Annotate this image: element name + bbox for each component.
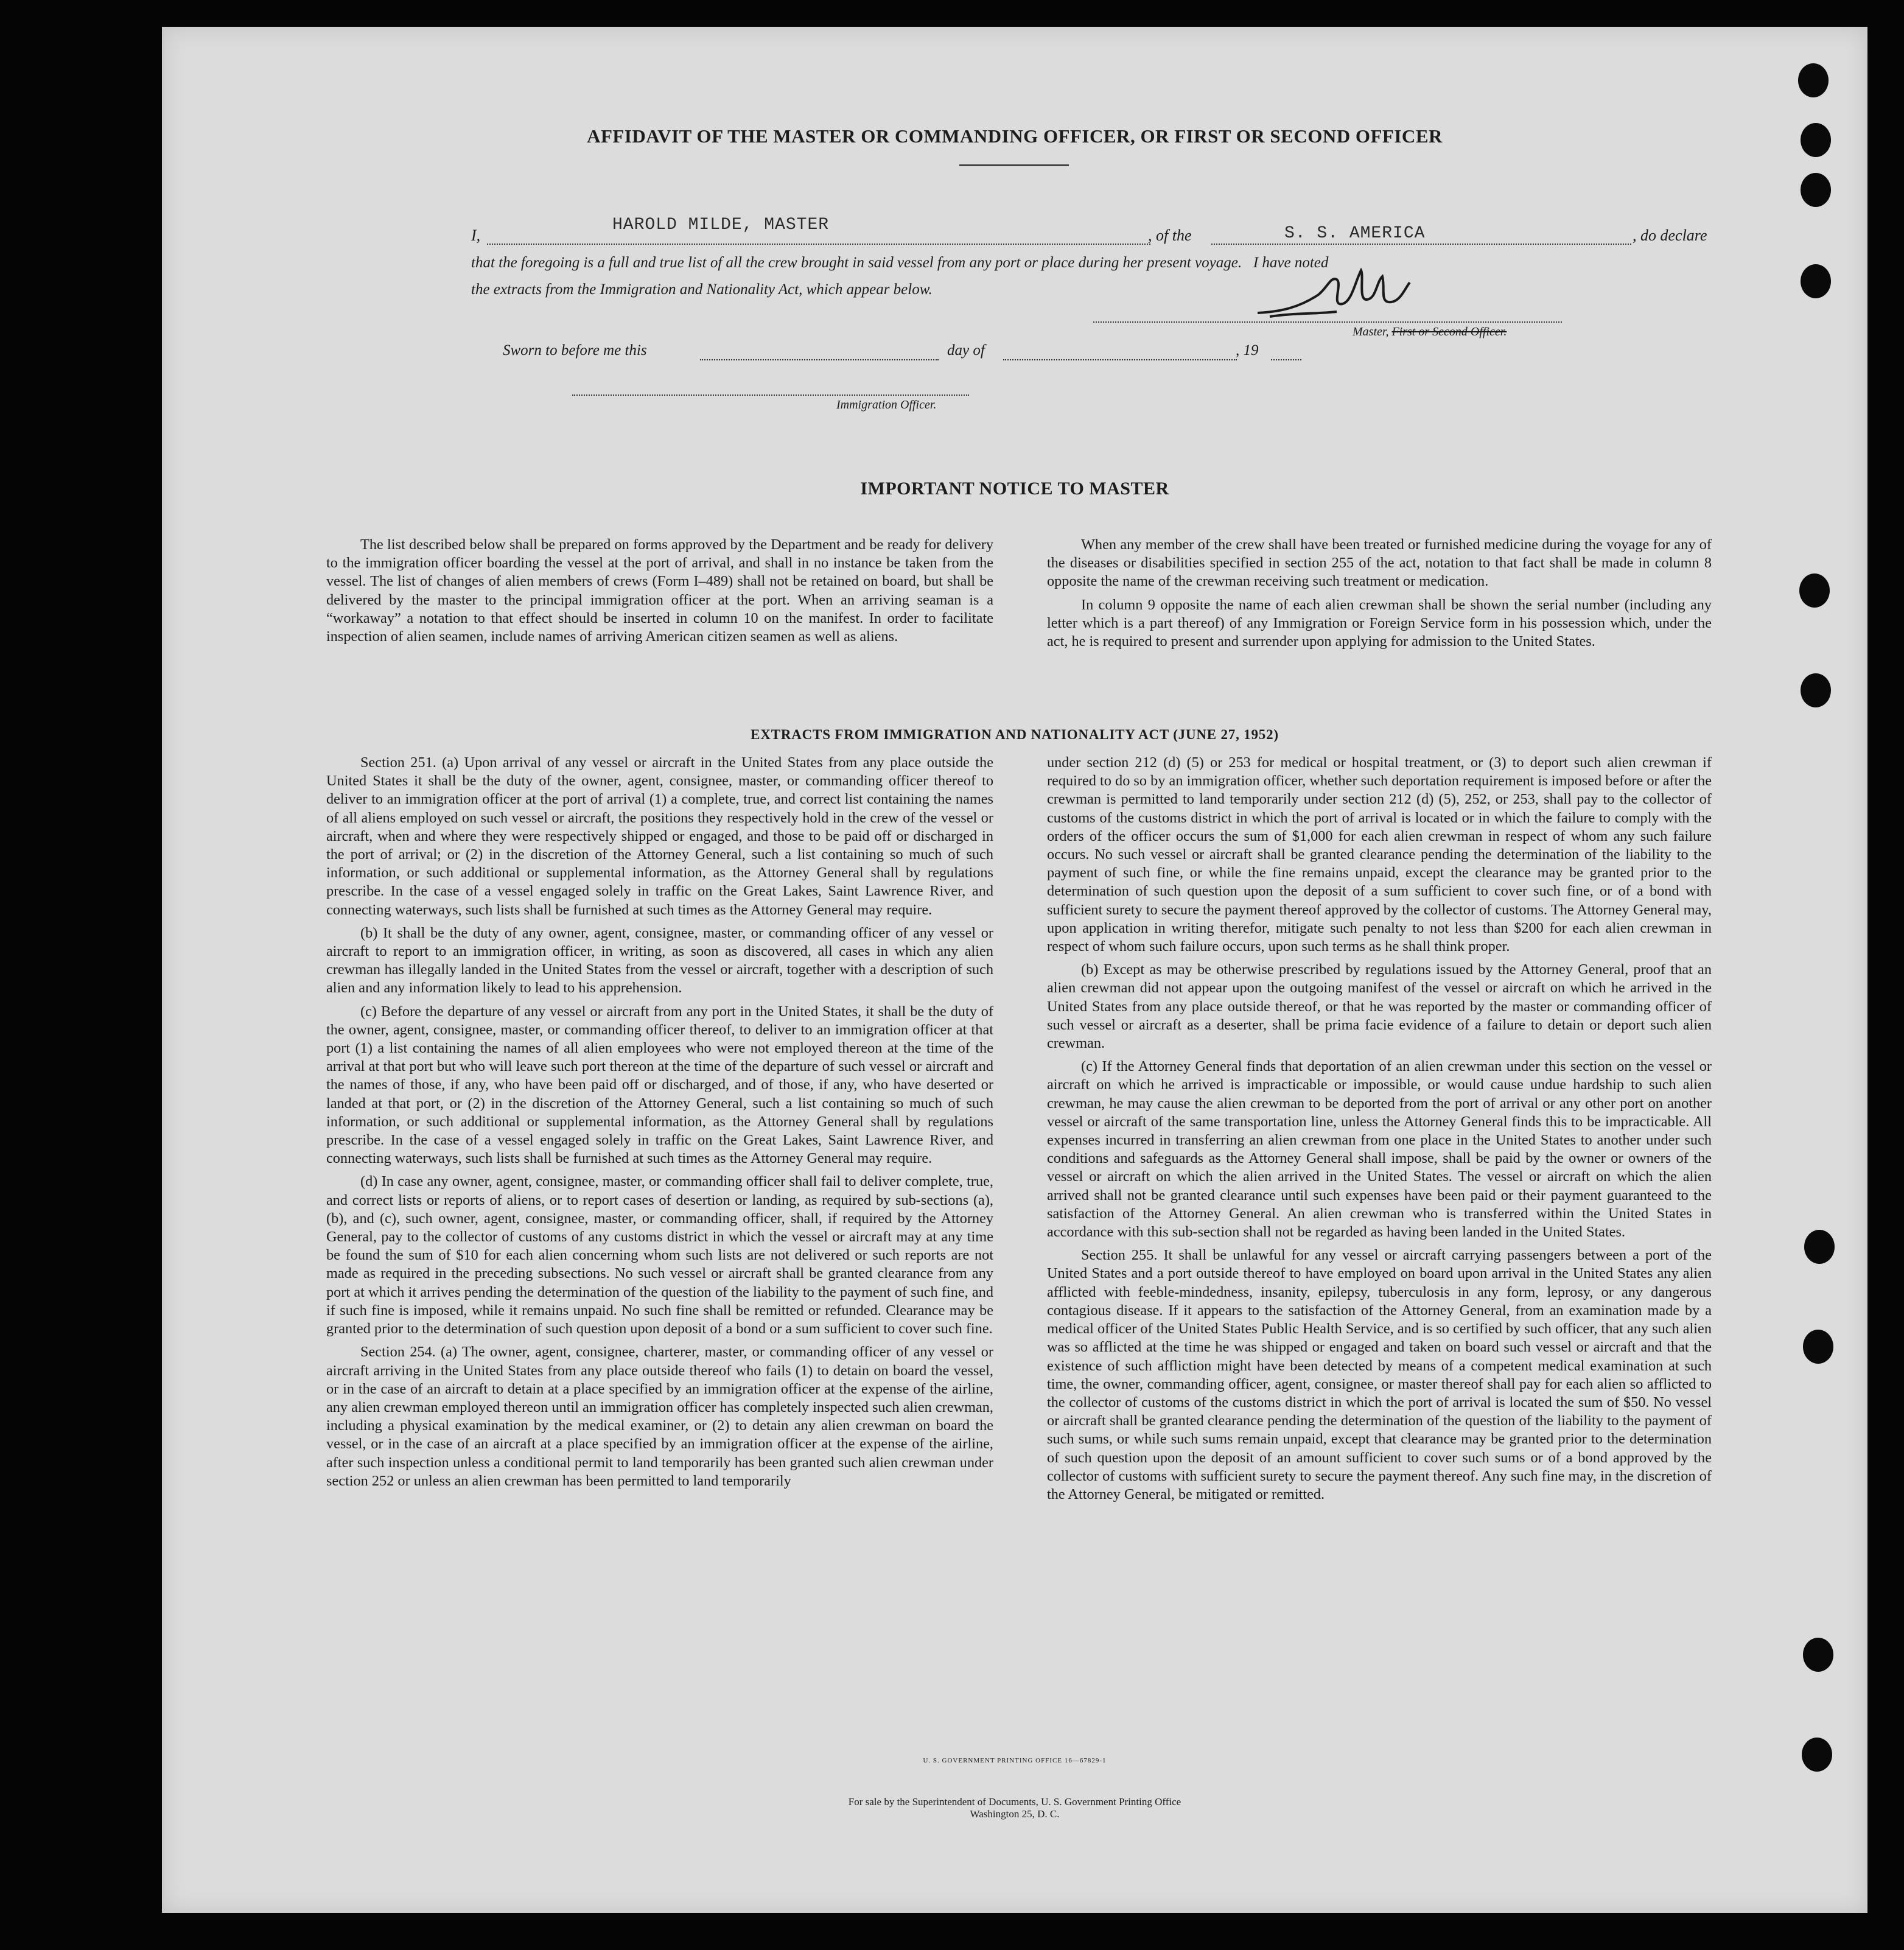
sworn-label: Sworn to before me this	[503, 342, 647, 359]
notice-right-paragraph-2: In column 9 opposite the name of each alien crewman shall be shown the serial number (including any letter which is a part thereof) of any Immigration or Foreign Service form in his possession which, under the act, he is required to present and surrender upon applying for admission to the United States.	[1047, 596, 1712, 650]
sale-line-1: For sale by the Superintendent of Documents, U. S. Government Printing Office	[848, 1796, 1181, 1808]
do-declare-label: , do declare	[1633, 226, 1707, 244]
sworn-year-line	[1271, 359, 1301, 360]
punch-hole	[1798, 63, 1829, 97]
declaration-line-1: that the foregoing is a full and true list of all the crew brought in said vessel from any port or place during her present voyage. I have noted	[471, 254, 1329, 271]
affidavit-title: AFFIDAVIT OF THE MASTER OR COMMANDING OFFICER, OR FIRST OR SECOND OFFICER	[587, 125, 1443, 147]
master-signature	[1245, 258, 1452, 325]
extracts-right-column	[1047, 754, 1712, 1504]
section-254-a: Section 254. (a) The owner, agent, consignee, charterer, master, or commanding officer of any vessel or aircraft arriving in the United States from any place outside thereof who fails (1) to detain on board the vessel, or in the case of an aircraft to detain at a place specified by an immigration officer at the expense of the airline, any alien crewman employed thereon until an immigration officer has completely inspected such alien crewman, including a physical examination by the medical examiner, or (2) to detain any alien crewman on board the vessel, or in the case of an aircraft at a place specified by an immigration officer at the expense of the airline, after such inspection unless a conditional permit to land temporarily has been granted such alien crewman under section 252 or unless an alien crewman has been permitted to land temporarily	[326, 1344, 993, 1489]
section-251-b: (b) It shall be the duty of any owner, agent, consignee, master, or commanding officer of any vessel or aircraft to report to an immigration officer, in writing, as soon as discovered, all cases in which any alien crewman has illegally landed in the United States from the vessel or aircraft, together with a description of such alien and any information likely to lead to his apprehension.	[326, 924, 993, 997]
day-of-label: day of	[947, 342, 985, 359]
title-rule	[959, 164, 1069, 166]
punch-hole	[1801, 264, 1831, 298]
signature-caption	[1353, 325, 1507, 339]
punch-hole	[1803, 1330, 1833, 1364]
extracts-left-column	[326, 754, 993, 1490]
signature-caption-struck: First or Second Officer.	[1391, 325, 1507, 338]
extracts-title: EXTRACTS FROM IMMIGRATION AND NATIONALITY ACT (JUNE 27, 1952)	[751, 727, 1279, 742]
section-254-b: (b) Except as may be otherwise prescribed by regulations issued by the Attorney General, proof that an alien crewman did not appear upon the outgoing manifest of the vessel or aircraft on which he arrived in the United States from any place outside thereof, or that he was reported by the master or commanding officer of such vessel or aircraft as a deserter, shall be prima facie evidence of a failure to detain or deport such alien crewman.	[1047, 961, 1712, 1052]
sale-notice	[162, 1796, 1867, 1820]
punch-hole	[1801, 173, 1831, 207]
i-label: I,	[471, 226, 481, 244]
section-254-a-continued: under section 212 (d) (5) or 253 for medical or hospital treatment, or (3) to deport such alien crewman if required to do so by an immigration officer, whether such deportation requirement is imposed before or after the crewman is permitted to land temporarily under section 212 (d) (5), 252, or 253, shall pay to the collector of customs of the customs district in which the port of arrival is located or in which the failure to comply with the orders of the officer occurs the sum of $1,000 for each alien crewman in respect of whom any such failure occurs. No such vessel or aircraft shall be granted clearance pending the determination of the liability to the payment of such fine, or while the fine remains unpaid, except the clearance may be granted prior to the determination of such question upon the deposit of a sum sufficient to cover such fine, or of a bond with sufficient surety to secure the payment thereof approved by the collector of customs. The Attorney General may, upon application in writing therefor, mitigate such penalty to not less than $200 for each alien crewman in respect of whom such failure occurs, upon such terms as he shall think proper.	[1047, 754, 1712, 955]
sale-line-2: Washington 25, D. C.	[970, 1808, 1060, 1820]
punch-hole	[1804, 1230, 1835, 1264]
sworn-month-line	[1003, 359, 1237, 360]
master-name-value: HAROLD MILDE, MASTER	[612, 216, 830, 234]
section-255: Section 255. It shall be unlawful for any vessel or aircraft carrying passengers between a port of the United States and a port outside thereof to have employed on board upon arrival in the United States any alien afflicted with feeble-mindedness, insanity, epilepsy, tuberculosis in any form, leprosy, or any dangerous contagious disease. If it appears to the satisfaction of the Attorney General, from an examination made by a medical officer of the United States Public Health Service, and is so certified by such officer, that any such alien was so afflicted at the time he was shipped or engaged and taken on board such vessel or aircraft and that the existence of such affliction might have been detected by means of a competent medical examination at such time, the owner, commanding officer, agent, consignee, or master thereof shall pay for each alien so afflicted to the collector of customs of the customs district in which the port of arrival is located the sum of $50. No vessel or aircraft shall be granted clearance pending the determination of the question of the liability to the payment of such sums, or while such sums remain unpaid, except that clearance may be granted prior to the determination of such question upon the deposit of an amount sufficient to cover such sums or of a bond approved by the collector of customs with sufficient surety to secure the payment thereof. Any such fine may, in the discretion of the Attorney General, be mitigated or remitted.	[1047, 1247, 1712, 1503]
punch-hole	[1799, 573, 1830, 608]
notice-right-column	[1047, 536, 1712, 651]
punch-hole	[1801, 673, 1831, 707]
name-field-line	[487, 244, 1150, 245]
sworn-day-line	[700, 359, 939, 360]
section-251-a: Section 251. (a) Upon arrival of any vessel or aircraft in the United States from any place outside the United States it shall be the duty of the owner, agent, consignee, master, or commanding officer thereof to deliver to an immigration officer at the port of arrival (1) a complete, true, and correct list containing the names of all aliens employed on such vessel or aircraft, the positions they respectively hold in the crew of the vessel or aircraft, when and where they were respectively shipped or engaged, and those to be paid off or discharged in the port of arrival; or (2) in the discretion of the Attorney General, such a list containing so much of such information, or such additional or supplemental information, as the Attorney General shall by regulations prescribe. In the case of a vessel engaged solely in traffic on the Great Lakes, Saint Lawrence River, and connecting waterways, such lists shall be furnished at such times as the Attorney General may require.	[326, 754, 993, 918]
notice-title: IMPORTANT NOTICE TO MASTER	[860, 479, 1169, 499]
year-label: , 19	[1236, 342, 1259, 359]
signature-caption-master: Master,	[1353, 325, 1389, 338]
of-the-label: , of the	[1148, 226, 1192, 244]
form-page	[162, 27, 1867, 1913]
notice-left-paragraph: The list described below shall be prepared on forms approved by the Department and be ready for delivery to the immigration officer boarding the vessel at the port of arrival, and shall in no instance be taken from the vessel. The list of changes of alien members of crews (Form I–489) shall not be retained on board, but shall be delivered by the master to the principal immigration officer at the port. When an arriving seaman is a “workaway” a notation to that effect should be inserted in column 10 on the manifest. In order to facilitate inspection of alien seamen, include names of arriving American citizen seamen as well as aliens.	[326, 536, 993, 645]
vessel-name-value: S. S. AMERICA	[1284, 224, 1426, 243]
vessel-field-line	[1211, 244, 1631, 245]
notice-right-paragraph-1: When any member of the crew shall have been treated or furnished medicine during the voyage for any of the diseases or disabilities specified in section 255 of the act, notation to that fact shall be made in column 8 opposite the name of the crewman receiving such treatment or medication.	[1047, 536, 1712, 590]
immigration-officer-label: Immigration Officer.	[836, 398, 937, 412]
punch-hole	[1801, 123, 1831, 157]
immigration-officer-line	[572, 395, 969, 396]
printing-office-line: U. S. GOVERNMENT PRINTING OFFICE 16—67829-1	[923, 1757, 1107, 1764]
signature-line	[1093, 321, 1562, 323]
section-254-c: (c) If the Attorney General finds that deportation of an alien crewman under this section on the vessel or aircraft on which he arrived is impracticable or impossible, or would cause undue hardship to such alien crewman, he may cause the alien crewman to be deported from the port of arrival or any other port on another vessel or aircraft of the same transportation line, unless the Attorney General finds this to be impracticable. All expenses incurred in transferring an alien crewman from one place in the United States to another under such conditions and safeguards as the Attorney General shall impose, shall be paid by the owner or owners of the vessel or aircraft on which the alien arrived in the United States. The vessel or aircraft on which the alien arrived shall not be granted clearance until such expenses have been paid or their payment guaranteed to the satisfaction of the Attorney General. An alien crewman who is transferred within the United States in accordance with this sub-section shall not be regarded as having been landed in the United States.	[1047, 1058, 1712, 1241]
section-251-c: (c) Before the departure of any vessel or aircraft from any port in the United States, it shall be the duty of the owner, agent, consignee, master, or commanding officer thereof, to deliver to an immigration officer at that port (1) a list containing the names of all alien employees who were not employed thereon at the time of the arrival at that port but who will leave such port thereon at the time of the departure of such vessel or aircraft and the names of those, if any, who have been paid off or discharged, and of those, if any, who have deserted or landed at that port, or (2) in the discretion of the Attorney General, such a list containing so much of such information, or such additional or supplemental information, as the Attorney General shall by regulations prescribe. In the case of a vessel engaged solely in traffic on the Great Lakes, Saint Lawrence River, and connecting waterways, such lists shall be furnished at such times as the Attorney General may require.	[326, 1003, 993, 1167]
punch-hole	[1803, 1638, 1833, 1672]
notice-left-column	[326, 536, 993, 646]
declaration-line-2: the extracts from the Immigration and Nationality Act, which appear below.	[471, 281, 933, 298]
section-251-d: (d) In case any owner, agent, consignee, master, or commanding officer shall fail to deliver complete, true, and correct lists or reports of aliens, or to report cases of desertion or landing, as required by sub-sections (a), (b), and (c), such owner, agent, consignee, master, or commanding officer, shall, if required by the Attorney General, pay to the collector of customs of any customs district in which the vessel or aircraft may at any time be found the sum of $10 for each alien concerning whom such lists are not delivered or such reports are not made as required in the preceding subsections. No such vessel or aircraft shall be granted clearance from any port at which it arrives pending the determination of the question of the liability to the payment of such fine, and if such fine is imposed, while it remains unpaid. No such fine shall be remitted or refunded. Clearance may be granted prior to the determination of such question upon deposit of a bond or a sum sufficient to cover such fine.	[326, 1173, 993, 1338]
punch-hole	[1802, 1738, 1832, 1772]
